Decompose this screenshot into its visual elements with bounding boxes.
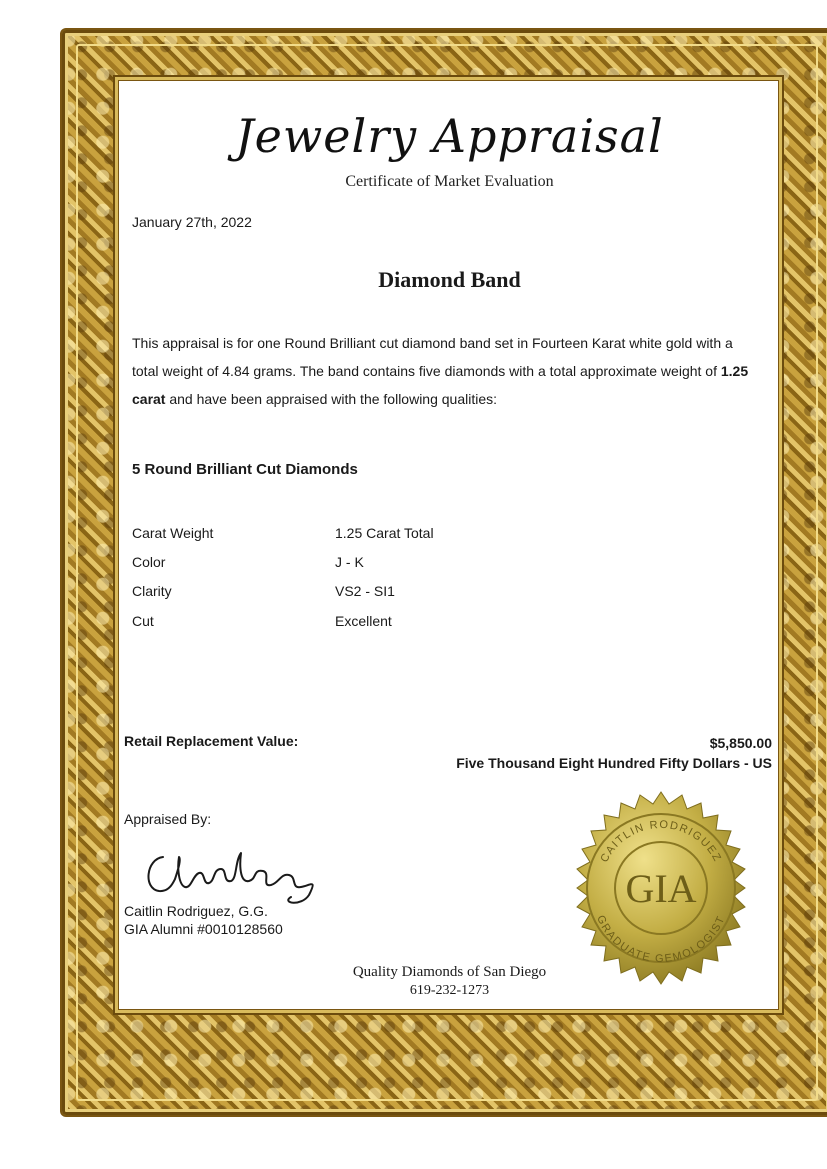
spec-value-clarity: VS2 - SI1 xyxy=(335,583,395,599)
spec-label-cut: Cut xyxy=(132,613,154,629)
spec-value-carat-weight: 1.25 Carat Total xyxy=(335,525,434,541)
appraiser-id: GIA Alumni #0010128560 xyxy=(124,921,283,937)
company-name: Quality Diamonds of San Diego xyxy=(352,964,547,980)
appraisal-date: January 27th, 2022 xyxy=(132,214,252,230)
spec-label-clarity: Clarity xyxy=(132,583,172,599)
gia-gold-seal xyxy=(563,790,759,986)
seal-bottom-text: GRADUATE GEMOLOGIST xyxy=(594,913,728,966)
appraisal-description xyxy=(132,329,762,413)
seal-center-text: GIA xyxy=(625,866,697,911)
company-phone: 619-232-1273 xyxy=(409,983,490,998)
stones-heading: 5 Round Brilliant Cut Diamonds xyxy=(132,461,358,478)
spec-label-color: Color xyxy=(132,554,166,570)
item-heading: Diamond Band xyxy=(378,267,521,292)
retail-value-words: Five Thousand Eight Hundred Fifty Dollars - US xyxy=(456,755,772,771)
intro-carat-bold: 1.25 carat xyxy=(132,363,749,407)
spec-label-carat-weight: Carat Weight xyxy=(132,525,214,541)
spec-value-cut: Excellent xyxy=(335,613,392,629)
certificate-subtitle: Certificate of Market Evaluation xyxy=(345,173,554,190)
intro-text-1: This appraisal is for one Round Brilliant cut diamond band set in Fourteen Karat white gold with a total weight of 4.84 grams. The band contains five diamonds with a total approximate weight of xyxy=(132,335,733,379)
retail-value-label: Retail Replacement Value: xyxy=(124,733,299,749)
seal-top-text: CAITLIN RODRIGUEZ xyxy=(598,818,724,865)
retail-value-amount: $5,850.00 xyxy=(709,735,772,751)
appraiser-name: Caitlin Rodriguez, G.G. xyxy=(124,903,268,919)
spec-value-color: J - K xyxy=(335,554,364,570)
certificate-title: Jewelry Appraisal xyxy=(235,109,664,163)
intro-text-2: and have been appraised with the following qualities: xyxy=(165,391,498,407)
appraiser-signature xyxy=(141,839,331,909)
appraised-by-label: Appraised By: xyxy=(124,811,212,827)
